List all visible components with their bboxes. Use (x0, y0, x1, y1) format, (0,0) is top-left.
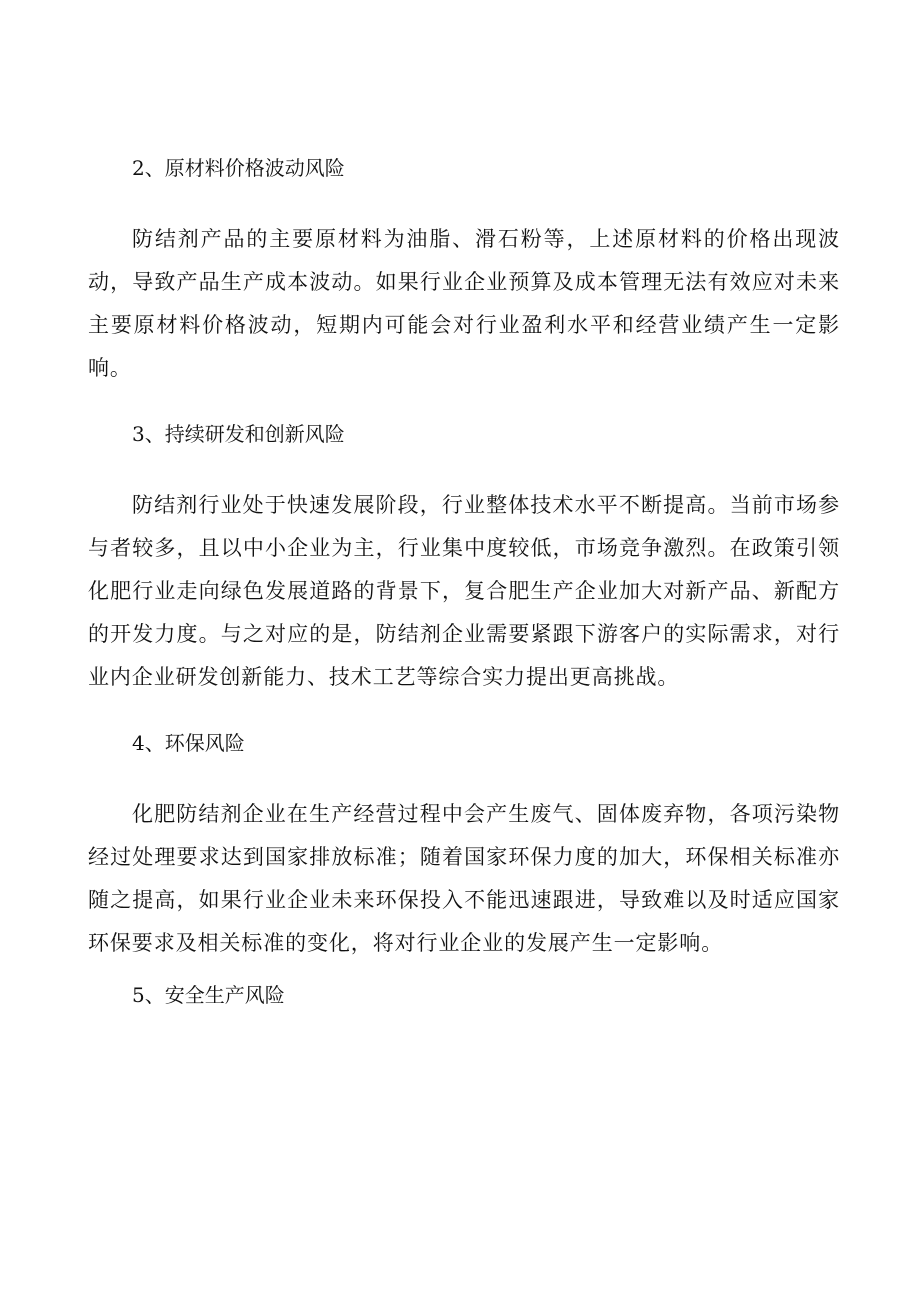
section-heading-raw-material: 2、原材料价格波动风险 (132, 156, 345, 180)
section-heading-safety: 5、安全生产风险 (132, 983, 285, 1007)
section-heading-environmental: 4、环保风险 (132, 731, 245, 755)
section-heading-rnd-innovation: 3、持续研发和创新风险 (132, 422, 345, 446)
section-paragraph-rnd-innovation: 防结剂行业处于快速发展阶段，行业整体技术水平不断提高。当前市场参与者较多，且以中小企业为主，行业集中度较低，市场竞争激烈。在政策引领化肥行业走向绿色发展道路的背景下，复合肥生产企业加大对新产品、新配方的开发力度。与之对应的是，防结剂企业需要紧跟下游客户的实际需求，对行业内企业研发创新能力、技术工艺等综合实力提出更高挑战。 (88, 493, 840, 689)
section-paragraph-raw-material: 防结剂产品的主要原材料为油脂、滑石粉等，上述原材料的价格出现波动，导致产品生产成本波动。如果行业企业预算及成本管理无法有效应对未来主要原材料价格波动，短期内可能会对行业盈利水平和经营业绩产生一定影响。 (88, 227, 840, 380)
document-page (88, 146, 840, 1017)
section-paragraph-environmental: 化肥防结剂企业在生产经营过程中会产生废气、固体废弃物，各项污染物经过处理要求达到国家排放标准；随着国家环保力度的加大，环保相关标准亦随之提高，如果行业企业未来环保投入不能迅速跟进，导致难以及时适应国家环保要求及相关标准的变化，将对行业企业的发展产生一定影响。 (88, 802, 840, 955)
